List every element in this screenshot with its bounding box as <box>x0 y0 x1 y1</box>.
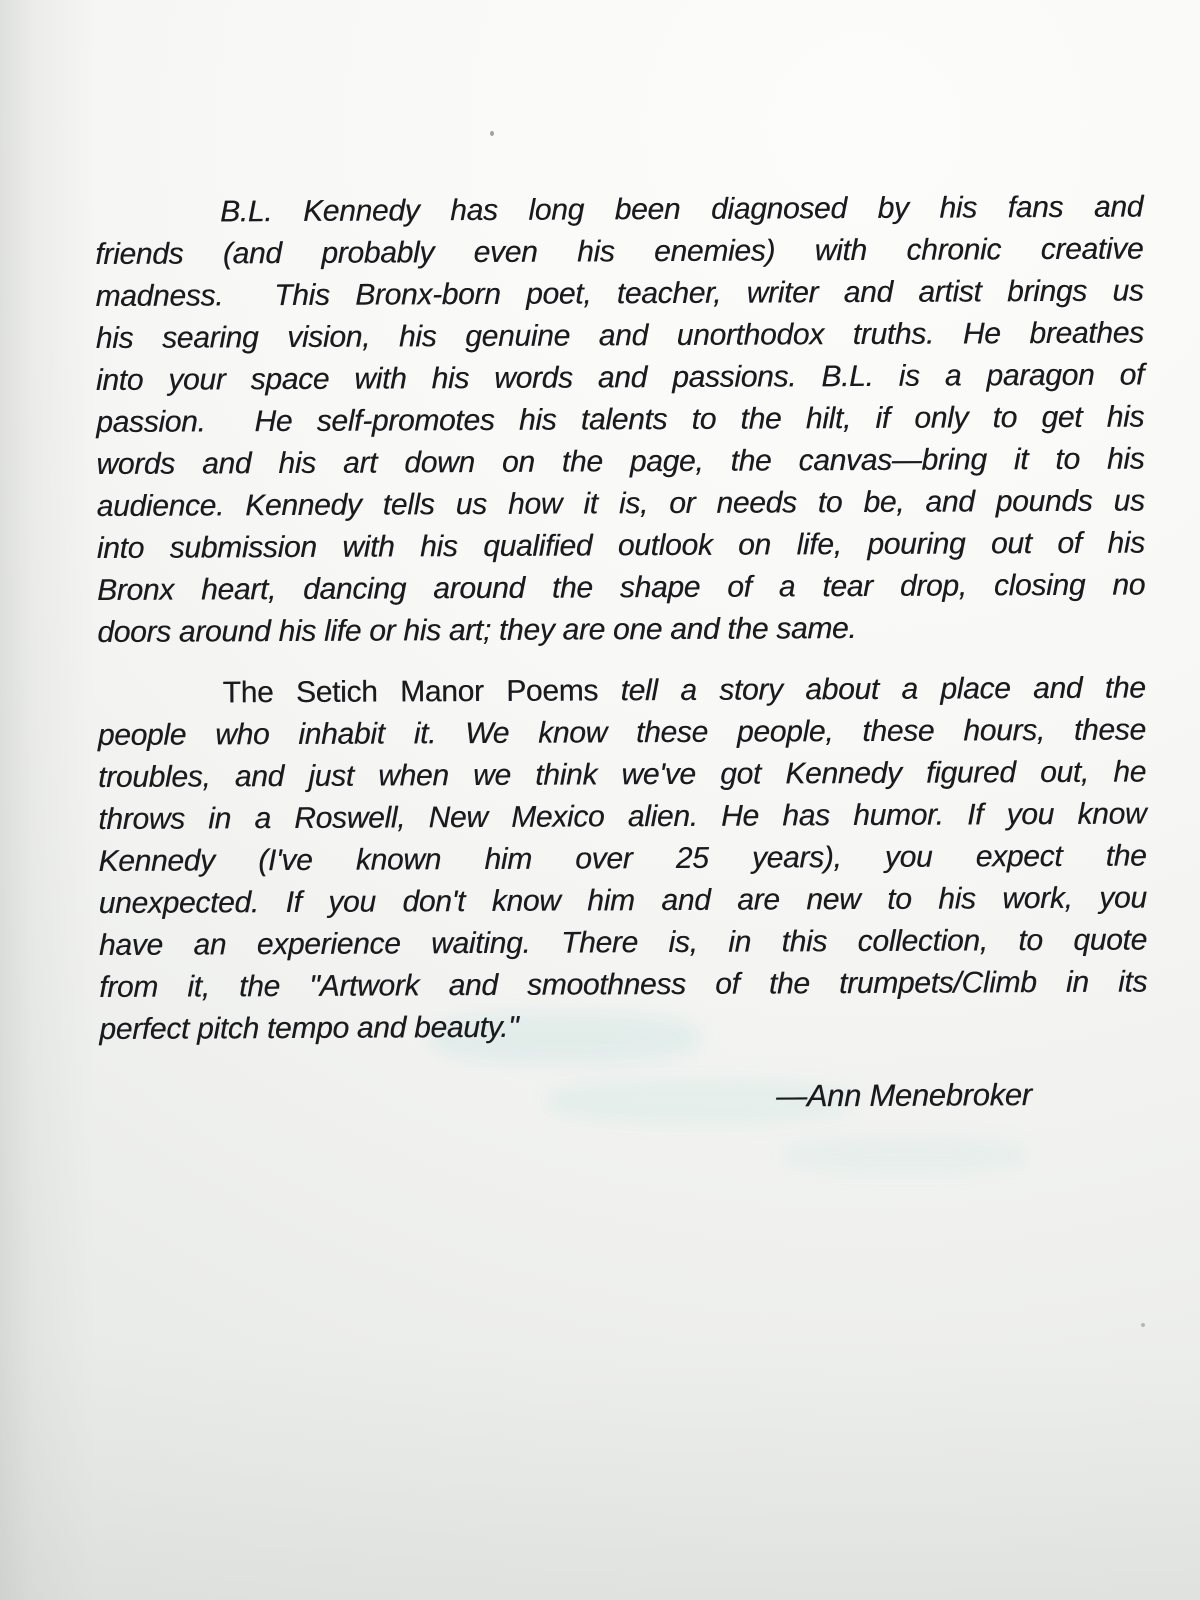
text-line: throws in a Roswell, New Mexico alien. He has humor. If you know <box>98 797 1147 836</box>
text-line: madness. This Bronx-born poet, teacher, writer and artist brings us <box>95 274 1144 313</box>
text-line: doors around his life or his art; they are one and the same. <box>97 612 857 649</box>
text-line: troubles, and just when we think we've got Kennedy figured out, he <box>97 755 1147 794</box>
text-block <box>95 187 1148 1121</box>
text-line <box>98 668 1146 715</box>
text-line: Bronx heart, dancing around the shape of a tear drop, closing no <box>97 568 1146 607</box>
text-line: unexpected. If you don't know him and are new to his work, you <box>98 881 1147 920</box>
text-line: B.L. Kennedy has long been diagnosed by his fans and <box>220 190 1144 229</box>
book-title: The Setich Manor Poems <box>222 674 599 710</box>
text-line: audience. Kennedy tells us how it is, or needs to be, and pounds us <box>96 484 1145 523</box>
text-line: words and his art down on the page, the canvas—bring it to his <box>96 442 1145 481</box>
paper-speck <box>1141 1323 1145 1327</box>
attribution: —Ann Menebroker <box>775 1077 1032 1114</box>
text-line: from it, the "Artwork and smoothness of the trumpets/Climb in its <box>99 965 1148 1004</box>
text-line: into your space with his words and passions. B.L. is a paragon of <box>95 358 1145 397</box>
text-line: into submission with his qualified outlook on life, pouring out of his <box>96 526 1145 565</box>
ink-ghosting-smudge <box>780 1135 1030 1175</box>
text-line: friends (and probably even his enemies) with chronic creative <box>95 232 1144 271</box>
text-line: Kennedy (I've known him over 25 years), you expect the <box>98 839 1147 878</box>
text-line: people who inhabit it. We know these people, these hours, these <box>97 713 1146 752</box>
page-left-edge-shading <box>0 0 95 1600</box>
text-line: perfect pitch tempo and beauty." <box>99 1010 519 1046</box>
paper-speck <box>490 131 494 136</box>
text-line: passion. He self-promotes his talents to the hilt, if only to get his <box>96 400 1145 439</box>
text-line: have an experience waiting. There is, in this collection, to quote <box>98 923 1148 962</box>
paragraph-1 <box>95 187 1145 654</box>
text-line-fragment: tell a story about a place and the <box>597 671 1146 708</box>
page-bottom-shading <box>0 1340 1200 1600</box>
paragraph-2 <box>98 668 1148 1051</box>
text-line: his searing vision, his genuine and unorthodox truths. He breathes <box>95 316 1144 355</box>
